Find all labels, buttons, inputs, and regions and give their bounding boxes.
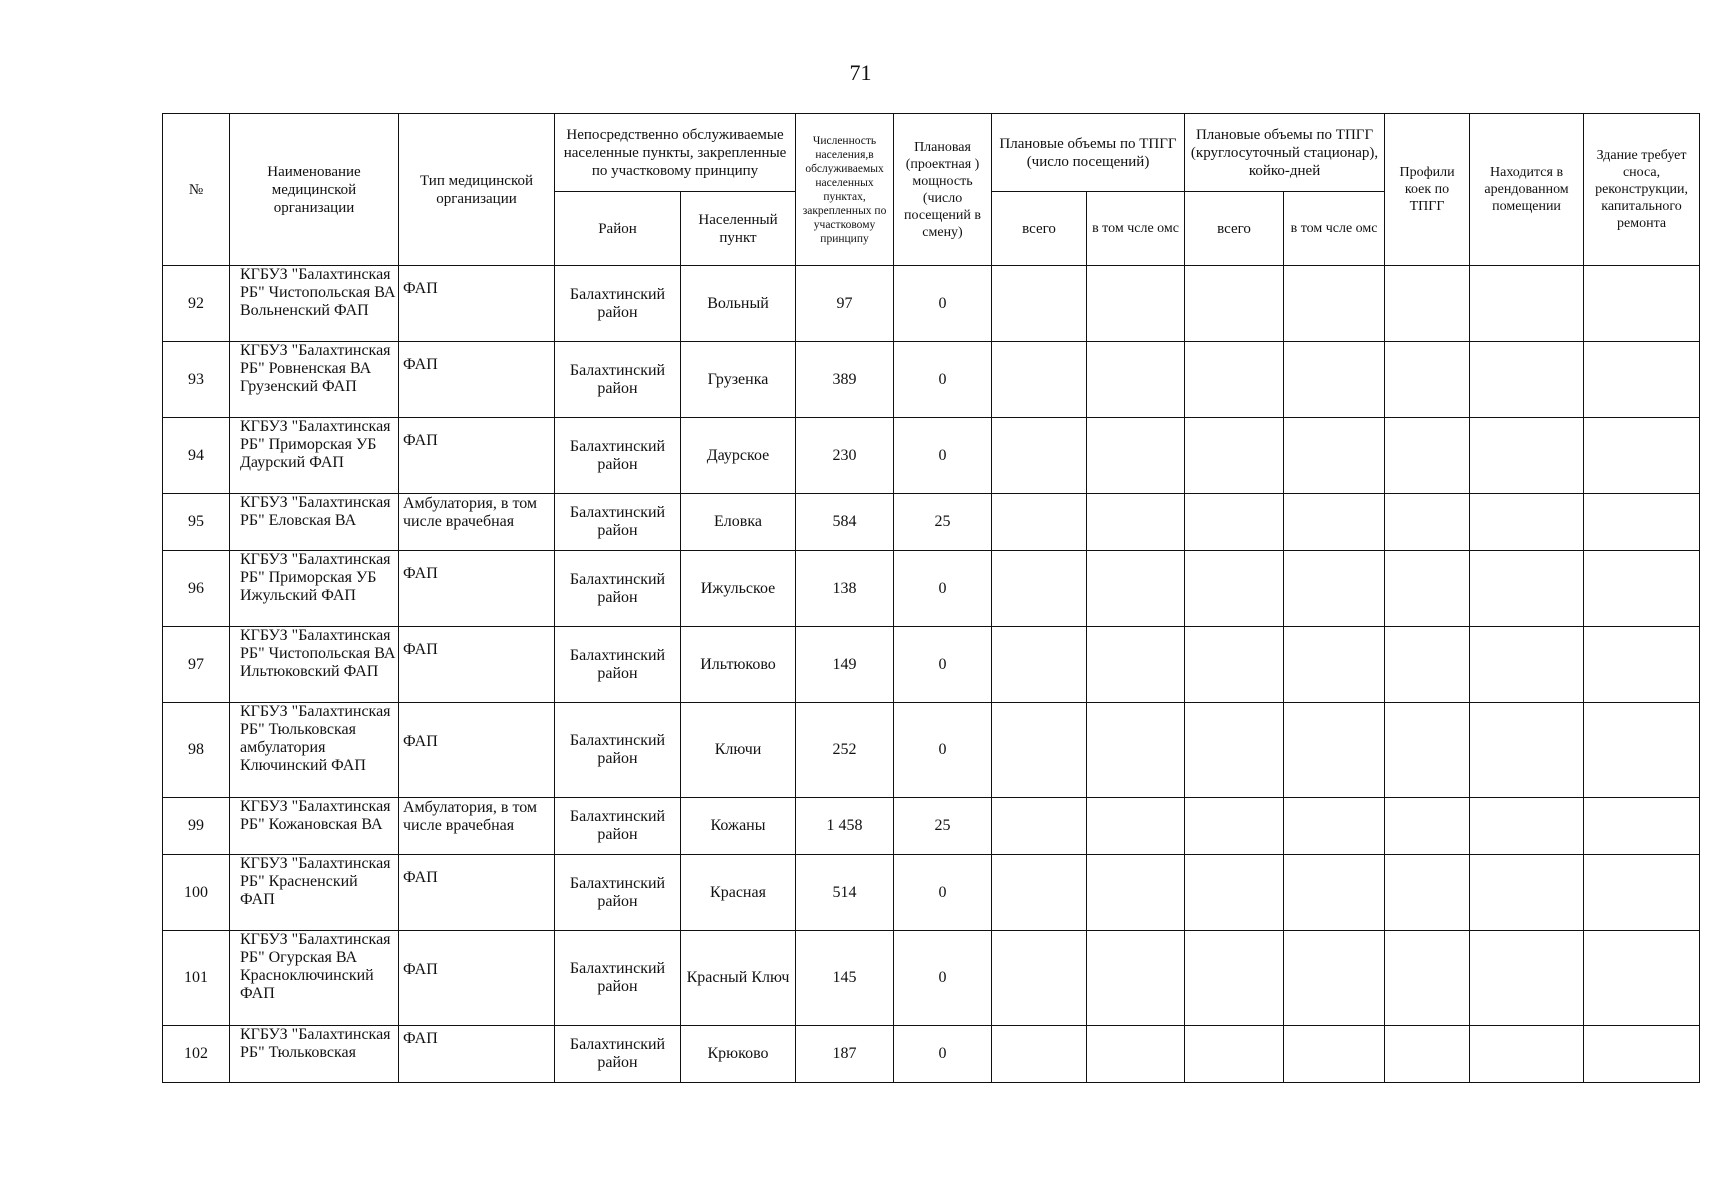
table-row	[163, 266, 1700, 342]
row-population: 97	[796, 266, 894, 342]
table-row	[163, 855, 1700, 931]
empty-cell	[1584, 418, 1700, 494]
row-org-name: КГБУЗ "Балахтинская РБ" Ровненская ВА Грузенский ФАП	[230, 342, 399, 418]
empty-cell	[1284, 627, 1385, 703]
row-num: 92	[163, 266, 230, 342]
header-volumes-visits: Плановые объемы по ТПГГ (число посещений)	[992, 114, 1185, 192]
empty-cell	[992, 551, 1087, 627]
header-bed-profiles: Профили коек по ТПГГ	[1385, 114, 1470, 266]
row-district: Балахтинский район	[555, 703, 681, 798]
page-number: 71	[849, 60, 872, 85]
empty-cell	[1087, 931, 1185, 1026]
table-row	[163, 494, 1700, 551]
row-capacity: 0	[894, 551, 992, 627]
table-body	[163, 266, 1700, 1083]
empty-cell	[992, 418, 1087, 494]
header-volumes-beds: Плановые объемы по ТПГГ (круглосуточный стационар), койко-дней	[1185, 114, 1385, 192]
row-population: 138	[796, 551, 894, 627]
header-demolition: Здание требует сноса, реконструкции, капитального ремонта	[1584, 114, 1700, 266]
empty-cell	[1087, 551, 1185, 627]
table-row	[163, 342, 1700, 418]
row-org-name: КГБУЗ "Балахтинская РБ" Тюльковская	[230, 1026, 399, 1083]
row-settlement: Ижульское	[681, 551, 796, 627]
empty-cell	[1185, 494, 1284, 551]
header-num: №	[163, 114, 230, 266]
empty-cell	[1087, 627, 1185, 703]
table-row	[163, 551, 1700, 627]
row-district: Балахтинский район	[555, 266, 681, 342]
row-population: 187	[796, 1026, 894, 1083]
row-num: 94	[163, 418, 230, 494]
row-org-type: ФАП	[399, 342, 555, 418]
empty-cell	[1470, 1026, 1584, 1083]
empty-cell	[1185, 1026, 1284, 1083]
empty-cell	[992, 703, 1087, 798]
empty-cell	[1584, 931, 1700, 1026]
empty-cell	[1584, 855, 1700, 931]
header-settlement: Населенный пункт	[681, 192, 796, 266]
row-org-name: КГБУЗ "Балахтинская РБ" Приморская УБ Ижульский ФАП	[230, 551, 399, 627]
empty-cell	[1584, 551, 1700, 627]
empty-cell	[1470, 342, 1584, 418]
empty-cell	[1185, 931, 1284, 1026]
empty-cell	[1470, 798, 1584, 855]
empty-cell	[1470, 551, 1584, 627]
row-district: Балахтинский район	[555, 1026, 681, 1083]
header-rented: Находится в арендованном помещении	[1470, 114, 1584, 266]
row-num: 95	[163, 494, 230, 551]
row-settlement: Кожаны	[681, 798, 796, 855]
empty-cell	[1385, 627, 1470, 703]
row-settlement: Вольный	[681, 266, 796, 342]
table-header	[163, 114, 1700, 266]
row-population: 389	[796, 342, 894, 418]
row-org-type: ФАП	[399, 551, 555, 627]
empty-cell	[992, 627, 1087, 703]
empty-cell	[1385, 266, 1470, 342]
empty-cell	[1087, 418, 1185, 494]
row-capacity: 0	[894, 1026, 992, 1083]
table-row	[163, 798, 1700, 855]
row-district: Балахтинский район	[555, 931, 681, 1026]
row-org-type: ФАП	[399, 855, 555, 931]
row-org-type: ФАП	[399, 1026, 555, 1083]
header-beds-total: всего	[1185, 192, 1284, 266]
row-district: Балахтинский район	[555, 798, 681, 855]
row-capacity: 0	[894, 627, 992, 703]
empty-cell	[1087, 703, 1185, 798]
empty-cell	[1284, 418, 1385, 494]
empty-cell	[992, 266, 1087, 342]
empty-cell	[1185, 855, 1284, 931]
empty-cell	[1385, 418, 1470, 494]
row-org-name: КГБУЗ "Балахтинская РБ" Огурская ВА Красноключинский ФАП	[230, 931, 399, 1026]
table-row	[163, 931, 1700, 1026]
row-population: 514	[796, 855, 894, 931]
empty-cell	[1284, 551, 1385, 627]
row-org-type: ФАП	[399, 627, 555, 703]
empty-cell	[1087, 798, 1185, 855]
empty-cell	[1385, 931, 1470, 1026]
row-district: Балахтинский район	[555, 855, 681, 931]
row-org-name: КГБУЗ "Балахтинская РБ" Чистопольская ВА Вольненский ФАП	[230, 266, 399, 342]
row-capacity: 0	[894, 703, 992, 798]
empty-cell	[1087, 342, 1185, 418]
header-served-settlements: Непосредственно обслуживаемые населенные пункты, закрепленные по участковому принципу	[555, 114, 796, 192]
empty-cell	[1185, 703, 1284, 798]
row-capacity: 0	[894, 855, 992, 931]
row-population: 1 458	[796, 798, 894, 855]
empty-cell	[1584, 627, 1700, 703]
row-org-type: ФАП	[399, 703, 555, 798]
row-population: 584	[796, 494, 894, 551]
table-row	[163, 627, 1700, 703]
empty-cell	[1470, 266, 1584, 342]
header-visits-total: всего	[992, 192, 1087, 266]
row-org-name: КГБУЗ "Балахтинская РБ" Красненский ФАП	[230, 855, 399, 931]
empty-cell	[1185, 342, 1284, 418]
empty-cell	[1087, 494, 1185, 551]
row-settlement: Красный Ключ	[681, 931, 796, 1026]
empty-cell	[1470, 418, 1584, 494]
row-num: 101	[163, 931, 230, 1026]
row-capacity: 0	[894, 931, 992, 1026]
row-org-type: ФАП	[399, 266, 555, 342]
empty-cell	[992, 1026, 1087, 1083]
row-district: Балахтинский район	[555, 551, 681, 627]
row-district: Балахтинский район	[555, 627, 681, 703]
empty-cell	[1087, 855, 1185, 931]
header-visits-oms: в том чсле омс	[1087, 192, 1185, 266]
empty-cell	[1584, 494, 1700, 551]
row-capacity: 25	[894, 494, 992, 551]
empty-cell	[1385, 855, 1470, 931]
empty-cell	[1185, 627, 1284, 703]
medical-organizations-table	[162, 113, 1700, 1083]
empty-cell	[1584, 342, 1700, 418]
row-settlement: Ильтюково	[681, 627, 796, 703]
row-org-name: КГБУЗ "Балахтинская РБ" Чистопольская ВА Ильтюковский ФАП	[230, 627, 399, 703]
empty-cell	[1470, 931, 1584, 1026]
row-settlement: Крюково	[681, 1026, 796, 1083]
empty-cell	[1284, 1026, 1385, 1083]
row-org-type: ФАП	[399, 931, 555, 1026]
table-row	[163, 418, 1700, 494]
empty-cell	[992, 855, 1087, 931]
header-org-name: Наименование медицинской организации	[230, 114, 399, 266]
empty-cell	[1087, 1026, 1185, 1083]
empty-cell	[1185, 798, 1284, 855]
row-num: 100	[163, 855, 230, 931]
empty-cell	[992, 931, 1087, 1026]
row-num: 93	[163, 342, 230, 418]
empty-cell	[992, 494, 1087, 551]
empty-cell	[1584, 703, 1700, 798]
empty-cell	[1385, 798, 1470, 855]
empty-cell	[992, 798, 1087, 855]
empty-cell	[1284, 798, 1385, 855]
header-population: Численность населения,в обслуживаемых населенных пунктах, закрепленных по участковому принципу	[796, 114, 894, 266]
row-org-type: Амбулатория, в том числе врачебная	[399, 798, 555, 855]
empty-cell	[1584, 798, 1700, 855]
empty-cell	[1284, 855, 1385, 931]
row-settlement: Даурское	[681, 418, 796, 494]
empty-cell	[1284, 931, 1385, 1026]
row-num: 99	[163, 798, 230, 855]
row-settlement: Еловка	[681, 494, 796, 551]
row-settlement: Красная	[681, 855, 796, 931]
header-beds-oms: в том чсле омс	[1284, 192, 1385, 266]
row-org-name: КГБУЗ "Балахтинская РБ" Приморская УБ Даурский ФАП	[230, 418, 399, 494]
empty-cell	[1385, 494, 1470, 551]
header-capacity: Плановая (проектная ) мощность (число посещений в смену)	[894, 114, 992, 266]
empty-cell	[1284, 703, 1385, 798]
row-org-name: КГБУЗ "Балахтинская РБ" Кожановская ВА	[230, 798, 399, 855]
empty-cell	[1470, 494, 1584, 551]
empty-cell	[1470, 703, 1584, 798]
empty-cell	[1385, 342, 1470, 418]
row-org-name: КГБУЗ "Балахтинская РБ" Тюльковская амбулатория Ключинский ФАП	[230, 703, 399, 798]
empty-cell	[1470, 855, 1584, 931]
empty-cell	[992, 342, 1087, 418]
row-settlement: Ключи	[681, 703, 796, 798]
row-capacity: 25	[894, 798, 992, 855]
empty-cell	[1385, 703, 1470, 798]
empty-cell	[1470, 627, 1584, 703]
row-num: 97	[163, 627, 230, 703]
row-district: Балахтинский район	[555, 418, 681, 494]
header-district: Район	[555, 192, 681, 266]
row-num: 102	[163, 1026, 230, 1083]
row-district: Балахтинский район	[555, 342, 681, 418]
row-capacity: 0	[894, 418, 992, 494]
empty-cell	[1284, 494, 1385, 551]
row-capacity: 0	[894, 342, 992, 418]
empty-cell	[1385, 1026, 1470, 1083]
empty-cell	[1087, 266, 1185, 342]
row-num: 98	[163, 703, 230, 798]
row-org-name: КГБУЗ "Балахтинская РБ" Еловская ВА	[230, 494, 399, 551]
row-population: 230	[796, 418, 894, 494]
row-district: Балахтинский район	[555, 494, 681, 551]
empty-cell	[1284, 342, 1385, 418]
row-org-type: ФАП	[399, 418, 555, 494]
row-num: 96	[163, 551, 230, 627]
row-population: 149	[796, 627, 894, 703]
row-capacity: 0	[894, 266, 992, 342]
empty-cell	[1284, 266, 1385, 342]
header-org-type: Тип медицинской организации	[399, 114, 555, 266]
empty-cell	[1385, 551, 1470, 627]
empty-cell	[1584, 1026, 1700, 1083]
row-population: 145	[796, 931, 894, 1026]
empty-cell	[1584, 266, 1700, 342]
row-population: 252	[796, 703, 894, 798]
empty-cell	[1185, 418, 1284, 494]
row-settlement: Грузенка	[681, 342, 796, 418]
empty-cell	[1185, 266, 1284, 342]
empty-cell	[1185, 551, 1284, 627]
row-org-type: Амбулатория, в том числе врачебная	[399, 494, 555, 551]
table-row	[163, 703, 1700, 798]
table-row	[163, 1026, 1700, 1083]
